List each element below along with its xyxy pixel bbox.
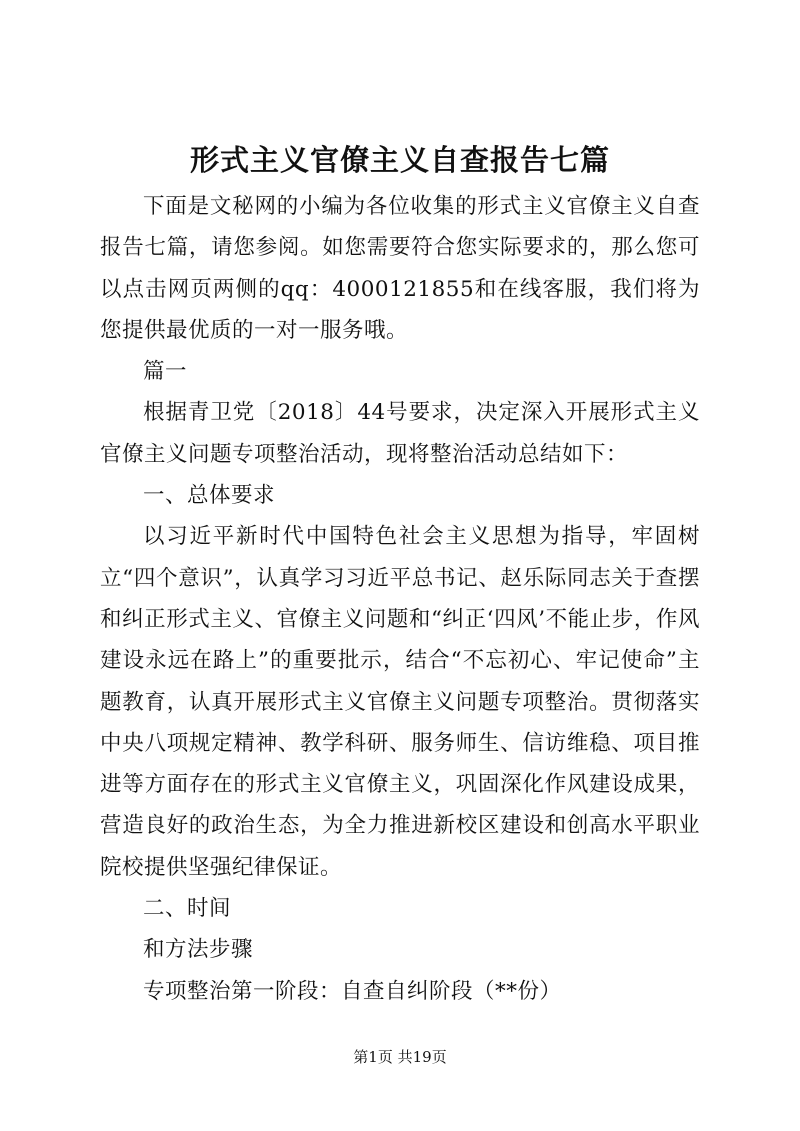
document-body <box>100 186 700 1012</box>
section-heading-part-one: 篇一 <box>143 359 188 385</box>
paragraph-phase-one: 专项整治第一阶段：自查自纠阶段（**份） <box>143 978 562 1004</box>
section-heading-general-requirements: 一、总体要求 <box>143 483 276 509</box>
section-heading-methods: 和方法步骤 <box>143 937 254 963</box>
intro-paragraph: 下面是文秘网的小编为各位收集的形式主义官僚主义自查报告七篇，请您参阅。如您需要符合您实际要求的，那么您可以点击网页两侧的qq：4000121855和在线客服，我们将为您提供最优质的一对一服务哦。 <box>100 194 700 343</box>
paragraph-guiding-principles: 以习近平新时代中国特色社会主义思想为指导，牢固树立“四个意识”，认真学习习近平总书记、赵乐际同志关于查摆和纠正形式主义、官僚主义问题和“纠正‘四风’不能止步，作风建设永远在路上”的重要批示，结合“不忘初心、牢记使命”主题教育，认真开展形式主义官僚主义问题专项整治。贯彻落实中央八项规定精神、教学科研、服务师生、信访维稳、项目推进等方面存在的形式主义官僚主义，巩固深化作风建设成果，营造良好的政治生态，为全力推进新校区建设和创高水平职业院校提供坚强纪律保证。 <box>100 524 700 880</box>
paragraph-basis: 根据青卫党〔2018〕44号要求，决定深入开展形式主义官僚主义问题专项整治活动，现将整治活动总结如下： <box>100 400 700 467</box>
section-heading-time: 二、时间 <box>143 896 232 922</box>
page-number-footer: 第1页 共19页 <box>353 1048 447 1066</box>
document-title: 形式主义官僚主义自查报告七篇 <box>189 143 610 177</box>
